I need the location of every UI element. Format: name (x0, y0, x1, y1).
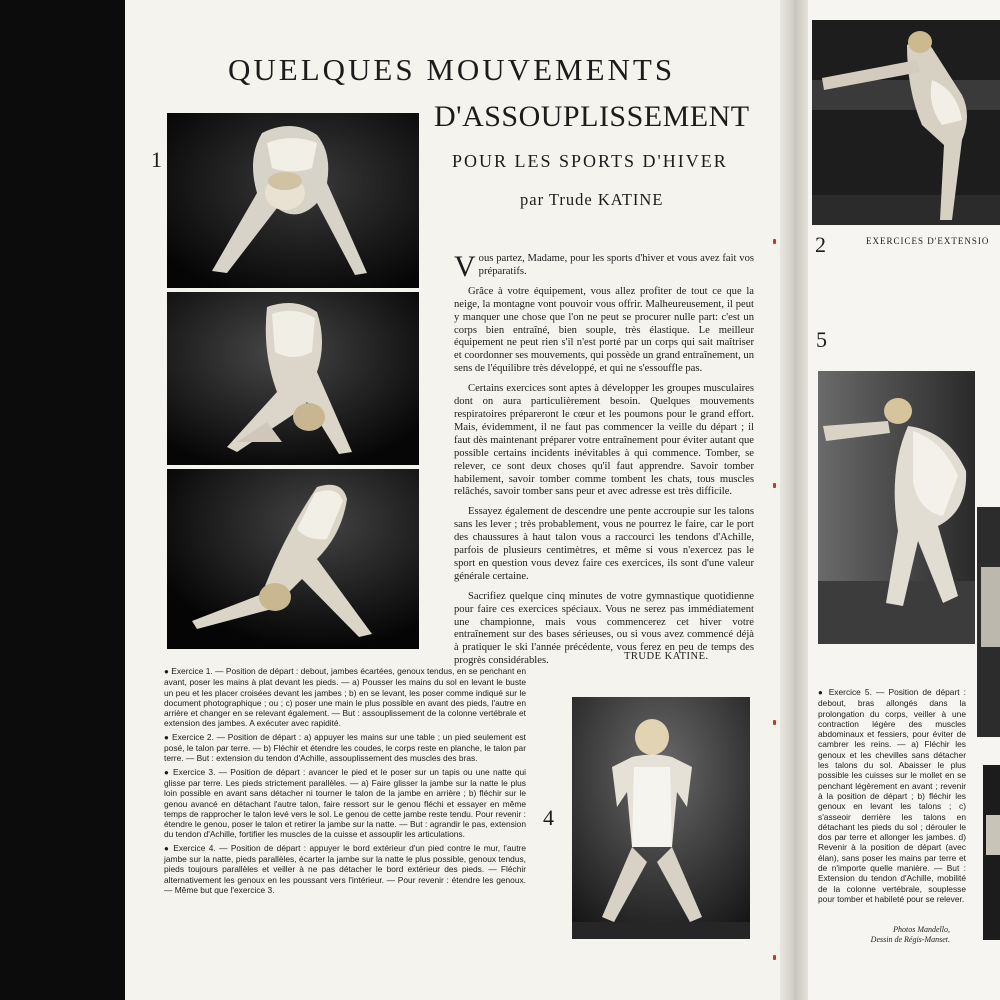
photo-exercise-1a (167, 113, 419, 288)
caption-exercise-1-text: Exercice 1. — Position de départ : debout, jambes écartées, genoux tendus, en se penchant en avant, poser les mains à plat devant les pieds. — a) Pousser les mains du sol en levant le buste un peu et les placer croisées devant les jambes ; b) en se levant, les poser comme indiqué sur le document photographique ; ou ; c) poser une main le plus possible en avant des pieds, l'autre en arrière et changer en se relevant également. — But : assouplissement de la colonne vertébrale et extension des jambes. A exécuter avec rapidité. (164, 666, 526, 729)
bullet-icon: ● (818, 688, 825, 697)
photo-edge-right-2 (983, 765, 1000, 940)
signature: TRUDE KATINE. (624, 651, 709, 662)
bullet-icon: ● (164, 767, 170, 777)
caption-exercise-3-text: Exercice 3. — Position de départ : avancer le pied et le poser sur un tapis ou une natte qui glisse par terre. Les pieds strictement parallèles. — a) Faire glisser la jambe sur la natte le plus loin possible en avant sans détacher ni tourner le talon de la jambe en arrière ; b) fléchir sur le genou avancé en détachant l'autre talon, faire ressort sur le genou fléchi et essayer en même temps de rapprocher le talon levé vers le sol. Le genou de cette jambe reste tendu. Pour revenir : étendre le genou, poser le talon et retirer la jambe sur la natte. — But : agrandir le pas, extension du tendon d'Achille, fortifier les muscles de la cuisse et assouplir les articulations. (164, 766, 527, 840)
photo-exercise-1b (167, 292, 419, 465)
binding-mark (773, 483, 776, 488)
binding-mark (773, 239, 776, 244)
paragraph-2: Grâce à votre équipement, vous allez profiter de tout ce que la neige, la montagne vont pouvoir vous offrir. Malheureusement, il peut y manquer une chose que l'on ne peut se procurer nulle part: c'est un corps bien entraîné, bien souple, très élastique. Le meilleur équipement ne peut rien s'il n'est porté par un corps qui sait maîtriser et coordonner ses mouvements, qui possède un grand entraînement, un sens de l'équilibre très développé, et qui ne s'essouffle pas. (454, 285, 754, 375)
photo-edge-right (977, 507, 1000, 737)
paragraph-1 (454, 250, 754, 283)
caption-exercise-4-text: Exercice 4. — Position de départ : appuyer le bord extérieur d'un pied contre le mur, l'autre jambe sur la natte, pieds parallèles, écarter la jambe sur la natte le plus possible, genoux tendus, pieds toujours parallèles et veiller à ne pas détacher le bord extérieur des pieds. — Fléchir alternativement les genoux en les poussant vers l'intérieur. — Pour revenir : étendre les genoux. — Même but que l'exercice 3. (164, 842, 526, 895)
figure-number-1: 1 (151, 147, 162, 172)
photo-exercise-4 (572, 697, 750, 939)
caption-exercise-2 (164, 732, 526, 764)
caption-exercise-5 (818, 687, 966, 904)
figure-number-4: 4 (543, 805, 554, 830)
binding-mark (773, 955, 776, 960)
page-gutter (780, 0, 808, 1000)
caption-exercise-2-text: Exercice 2. — Position de départ : a) appuyer les mains sur une table ; un pied seulement est posé, le talon par terre. — b) Fléchir et étendre les coudes, le corps reste en planche, le talon par terre. — But : extension du tendon d'Achille, assouplissement des muscles des bras. (164, 731, 527, 764)
paragraph-4: Essayez également de descendre une pente accroupie sur les talons sans les lever ; très probablement, vous ne pourrez le faire, car le port des chaussures à haut talon vous a raccourci les tendons d'Achille, parfois de plusieurs centimètres, et même si vous n'exercez pas le sport en question vous devez faire ces exercices, ils sont d'une valeur générale certaine. (454, 506, 754, 582)
binding-mark (773, 720, 776, 725)
credit-line-1: Photos Mandello, (893, 925, 950, 934)
title-line-2: D'ASSOUPLISSEMENT (434, 100, 750, 133)
photo-exercise-2 (812, 20, 1000, 225)
bullet-icon: ● (164, 732, 170, 742)
byline: par Trude KATINE (520, 190, 664, 209)
scan-dark-border (0, 0, 125, 1000)
title-line-1: QUELQUES MOUVEMENTS (228, 52, 676, 87)
paragraph-5: Sacrifiez quelque cinq minutes de votre gymnastique quotidienne pour faire ces exercices spéciaux. Vous ne serez pas immédiatement une championne, mais vous commencerez cet hiver votre entraînement sur des bases sérieuses, ou si vous avez commencé déjà à pratiquer le ski l'année précédente, vous ferez en peu de temps des progrès considérables. (454, 590, 754, 667)
figure-number-2: 2 (815, 232, 826, 257)
figure-number-5: 5 (816, 327, 827, 352)
figure-2-caption: EXERCICES D'EXTENSIO (866, 236, 990, 246)
caption-exercise-5-text: Exercice 5. — Position de départ : debout, bras allongés dans la prolongation du corps, veiller à une contraction légère des muscles abdominaux et fessiers, pour éviter de cambrer les reins. — a) Fléchir les genoux et les chevilles sans détacher les talons du sol. Abaisser le plus possible les cuisses sur le mollet en se penchant légèrement en avant ; revenir à la position de départ ; b) fléchir les genoux en levant les talons ; c) s'asseoir derrière les talons en détachant les pieds du sol ; dérouler le dos par terre et allonger les jambes. d) Revenir à la position de départ (avec élan), sans poser les mains par terre et de n'importe quelle manière. — But : Extension du tendon d'Achille, mobilité de la colonne vertébrale, souplesse pour tomber et habileté pour se relever. (818, 687, 966, 904)
article-body (454, 250, 754, 675)
title-line-3: POUR LES SPORTS D'HIVER (452, 151, 728, 171)
photo-exercise-1c (167, 469, 419, 649)
drop-cap: V (454, 250, 476, 283)
paragraph-3: Certains exercices sont aptes à développer les groupes musculaires dont on aura particulièrement besoin. Quelques mouvements respiratoires prépareront le cœur et les poumons pour le grand effort. Mais, évidemment, il ne faut pas commencer la veille du départ ; il faut dès maintenant préparer votre entraînement pour éviter autant que possible certains incidents inévitables à qui commence. Tomber, se relever, ce sont deux choses qu'il faut apprendre. Savoir tomber habilement, savoir tomber comme tombent les chats, tous muscles relâchés, savoir tomber sans peur et avec adresse est très difficile. (454, 383, 754, 498)
bullet-icon: ● (164, 843, 170, 853)
exercise-captions (164, 666, 526, 898)
caption-exercise-1 (164, 666, 526, 729)
paragraph-1-text: ous partez, Madame, pour les sports d'hiver et vous avez fait vos préparatifs. (478, 253, 754, 277)
photo-exercise-5 (818, 371, 975, 644)
caption-exercise-3 (164, 767, 526, 840)
photo-credit (838, 925, 950, 944)
caption-exercise-4 (164, 843, 526, 895)
credit-line-2: Dessin de Régis-Manset. (870, 934, 950, 944)
bullet-icon: ● (164, 667, 169, 676)
